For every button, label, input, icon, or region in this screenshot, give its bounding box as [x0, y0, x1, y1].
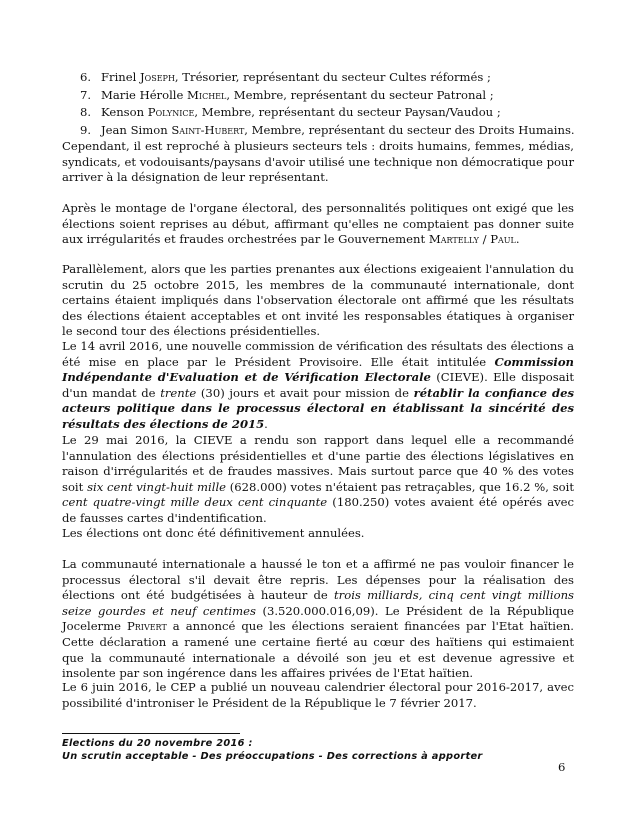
list-item: 7. Marie Hérolle Michel, Membre, représentant du secteur Patronal ;	[80, 87, 494, 102]
list-item: 9. Jean Simon Saint-Hubert, Membre, représentant du secteur des Droits Humains.	[80, 122, 575, 137]
paragraph: Le 6 juin 2016, le CEP a publié un nouveau calendrier électoral pour 2016-2017, avec possibilité d'introniser le Président de la République le 7 février 2017.	[62, 680, 574, 710]
paragraph: Le 29 mai 2016, la CIEVE a rendu son rapport dans lequel elle a recommandé l'annulation des élections présidentielles et d'une partie des élections législatives en raison d'irrégularités et de fraudes massives. Mais surtout parce que 40 % des votes soit six cent vingt-huit mille (628.000) votes n'étaient pas retraçables, que 16.2 %, soit cent quatre-vingt mille deux cent cinquante (180.250) votes avaient été opérés avec de fausses cartes d'indentification.	[62, 433, 575, 525]
running-footer	[62, 738, 483, 763]
paragraph: Le 14 avril 2016, une nouvelle commission de vérification des résultats des élections a été mise en place par le Président Provisoire. Elle était intitulée Commission Indépendante d'Evaluation et de Vérification Electorale (CIEVE). Elle disposait d'un mandat de trente (30) jours et avait pour mission de rétablir la confiance des acteurs politique dans le processus électoral en établissant la sincérité des résultats des élections de 2015.	[62, 339, 574, 431]
footer-divider	[62, 733, 240, 734]
list-item: 8. Kenson Polynice, Membre, représentant du secteur Paysan/Vaudou ;	[80, 105, 501, 119]
paragraph: Cependant, il est reproché à plusieurs secteurs tels : droits humains, femmes, médias, syndicats, et vodouisants/paysans d'avoir utilisé une technique non démocratique pour arriver à la désignation de leur représentant.	[62, 139, 574, 185]
list-item: 6. Frinel Joseph, Trésorier, représentant du secteur Cultes réformés ;	[80, 70, 491, 84]
paragraph: La communauté internationale a haussé le ton et a affirmé ne pas vouloir financer le processus électoral s'il devait être repris. Les dépenses pour la réalisation des élections ont été budgétisées à hauteur de trois milliards, cinq cent vingt millions seize gourdes et neuf centimes (3.520.000.016,09). Le Président de la République Jocelerme Privert a annoncé que les élections seraient financées par l'Etat haïtien. Cette déclaration a ramené une certaine fierté au cœur des haïtiens qui estimaient que la communauté internationale a dévoilé son jeu et est devenue agressive et insolente par son ingérence dans les affaires privées de l'Etat haïtien.	[62, 557, 574, 681]
paragraph: Après le montage de l'organe électoral, des personnalités politiques ont exigé que les élections soient reprises au début, affirmant qu'elles ne comptaient pas donner suite aux irrégularités et fraudes orchestrées par le Gouvernement Martelly / Paul.	[62, 201, 574, 247]
paragraph: Parallèlement, alors que les parties prenantes aux élections exigeaient l'annulation du scrutin du 25 octobre 2015, les membres de la communauté internationale, dont certains étaient impliqués dans l'observation électorale ont affirmé que les résultats des élections étaient acceptables et ont invité les responsables étatiques à organiser le second tour des élections présidentielles.	[62, 262, 574, 339]
paragraph: Les élections ont donc été définitivement annulées.	[62, 526, 365, 540]
page-number: 6	[558, 760, 566, 774]
footer-title: Elections du 20 novembre 2016 :	[62, 738, 253, 749]
footer-subtitle: Un scrutin acceptable - Des préoccupations - Des corrections à apporter	[62, 750, 483, 762]
member-list	[80, 70, 580, 140]
